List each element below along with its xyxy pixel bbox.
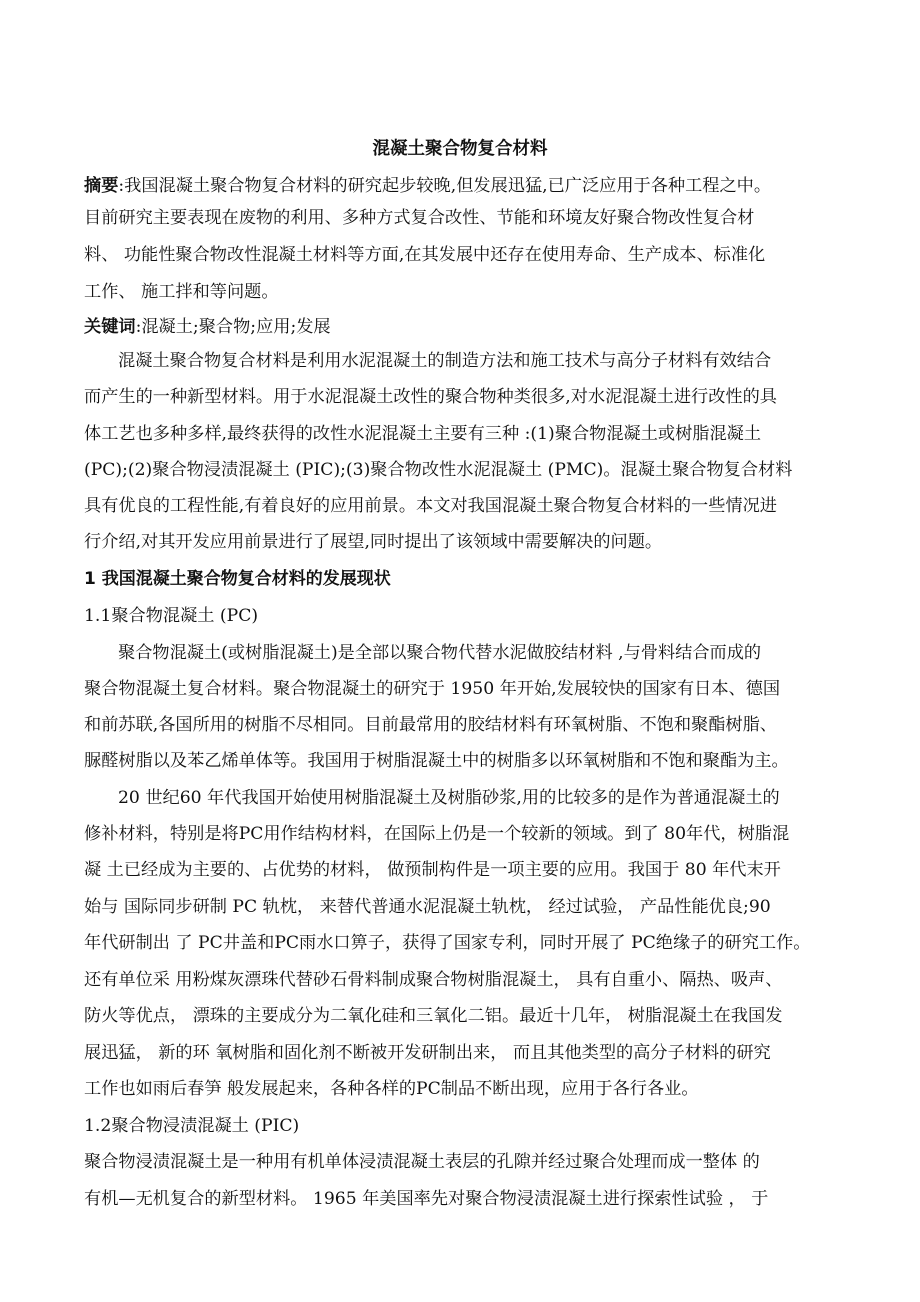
- pc-para2-line-4: 始与 国际同步研制 PC 轨枕， 来替代普通水泥混凝土轨枕， 经过试验， 产品性能优良;90: [84, 897, 771, 917]
- pc-para1-line-4: 脲醛树脂以及苯乙烯单体等。我国用于树脂混凝土中的树脂多以环氧树脂和不饱和聚酯为主。: [84, 751, 789, 771]
- pc-para2-line-1: 20 世纪60 年代我国开始使用树脂混凝土及树脂砂浆,用的比较多的是作为普通混凝土的: [118, 788, 780, 808]
- abstract-line-2: 目前研究主要表现在废物的利用、多种方式复合改性、节能和环境友好聚合物改性复合材: [84, 208, 755, 228]
- pc-para1-line-3: 和前苏联,各国所用的树脂不尽相同。目前最常用的胶结材料有环氧树脂、不饱和聚酯树脂、: [84, 715, 777, 735]
- keywords-text: :混凝土;聚合物;应用;发展: [135, 317, 331, 337]
- abstract-line-1: [84, 173, 854, 199]
- abstract-label: 摘要: [84, 176, 119, 196]
- abstract-line-3: 料、 功能性聚合物改性混凝土材料等方面,在其发展中还存在使用寿命、生产成本、标准化: [84, 245, 766, 265]
- pc-para2-line-3: 凝 土已经成为主要的、占优势的材料， 做预制构件是一项主要的应用。我国于 80 年代末开: [84, 860, 781, 880]
- document-title: 混凝土聚合物复合材料: [372, 139, 548, 159]
- pc-para2-line-6: 还有单位采 用粉煤灰漂珠代替砂石骨料制成聚合物树脂混凝土， 具有自重小、隔热、吸声、: [84, 970, 783, 990]
- abstract-text: :我国混凝土聚合物复合材料的研究起步较晚,但发展迅猛,已广泛应用于各种工程之中。: [118, 176, 772, 196]
- section-1-heading: 1 我国混凝土聚合物复合材料的发展现状: [84, 569, 391, 589]
- pc-para1-line-1: 聚合物混凝土(或树脂混凝土)是全部以聚合物代替水泥做胶结材料 ,与骨料结合而成的: [118, 643, 762, 663]
- pc-para2-line-5: 年代研制出 了 PC井盖和PC雨水口箅子，获得了国家专利，同时开展了 PC绝缘子的研究工作。: [84, 933, 811, 953]
- pc-para1-line-2: 聚合物混凝土复合材料。聚合物混凝土的研究于 1950 年开始,发展较快的国家有日本、德国: [84, 679, 781, 699]
- intro-line-3: 体工艺也多种多样,最终获得的改性水泥混凝土主要有三种 :(1)聚合物混凝土或树脂混凝土: [84, 424, 762, 444]
- pic-line-1: 聚合物浸渍混凝土是一种用有机单体浸渍混凝土表层的孔隙并经过聚合处理而成一整体 的: [84, 1152, 760, 1172]
- section-1-2-heading: 1.2聚合物浸渍混凝土 (PIC): [84, 1116, 300, 1136]
- keywords-label: 关键词: [84, 317, 136, 337]
- pic-line-2: 有机—无机复合的新型材料。 1965 年美国率先对聚合物浸渍混凝土进行探索性试验 ， 于: [84, 1189, 769, 1209]
- section-1-1-heading: 1.1聚合物混凝土 (PC): [84, 606, 259, 626]
- pc-para2-line-7: 防火等优点， 漂珠的主要成分为二氧化硅和三氧化二铝。最近十几年， 树脂混凝土在我国发: [84, 1006, 783, 1026]
- intro-line-4: (PC);(2)聚合物浸渍混凝土 (PIC);(3)聚合物改性水泥混凝土 (PMC)。混凝土聚合物复合材料: [84, 460, 793, 480]
- pc-para2-line-2: 修补材料，特别是将PC用作结构材料，在国际上仍是一个较新的领域。到了 80年代，树脂混: [84, 824, 790, 844]
- pc-para2-line-9: 工作也如雨后春笋 般发展起来，各种各样的PC制品不断出现，应用于各行各业。: [84, 1079, 699, 1099]
- intro-line-1: 混凝土聚合物复合材料是利用水泥混凝土的制造方法和施工技术与高分子材料有效结合: [118, 351, 772, 371]
- intro-line-2: 而产生的一种新型材料。用于水泥混凝土改性的聚合物种类很多,对水泥混凝土进行改性的具: [84, 387, 777, 407]
- intro-line-6: 行介绍,对其开发应用前景进行了展望,同时提出了该领域中需要解决的问题。: [84, 532, 663, 552]
- intro-line-5: 具有优良的工程性能,有着良好的应用前景。本文对我国混凝土聚合物复合材料的一些情况进: [84, 496, 777, 516]
- abstract-line-4: 工作、 施工拌和等问题。: [84, 282, 279, 302]
- keywords-line: [84, 314, 854, 340]
- pc-para2-line-8: 展迅猛， 新的环 氧树脂和固化剂不断被开发研制出来， 而且其他类型的高分子材料的研究: [84, 1043, 771, 1063]
